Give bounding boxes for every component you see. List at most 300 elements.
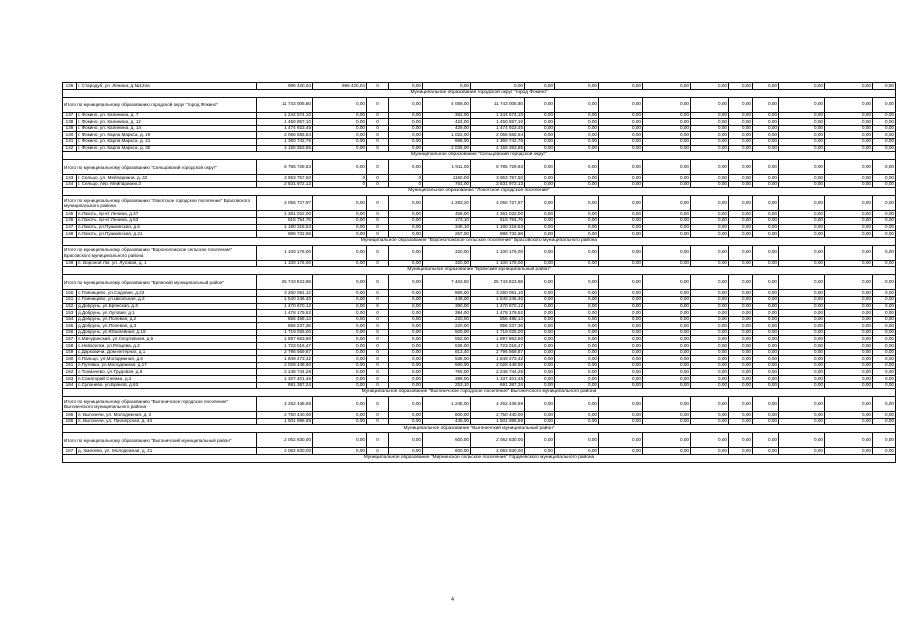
table-cell: 0,00 bbox=[825, 260, 873, 267]
table-cell: 0,00 bbox=[525, 329, 555, 336]
table-cell: 0,00 bbox=[525, 336, 555, 343]
table-cell: 0,00 bbox=[643, 397, 691, 412]
table-cell: 0,00 bbox=[525, 160, 555, 175]
table-row bbox=[63, 303, 896, 310]
table-cell: 0,00 bbox=[729, 376, 753, 383]
table-cell: 0,00 bbox=[825, 376, 873, 383]
table-cell: 0,00 bbox=[555, 323, 599, 330]
table-cell: 0 bbox=[367, 260, 389, 267]
table-cell: 0,00 bbox=[753, 448, 779, 455]
table-cell: 0,00 bbox=[729, 303, 753, 310]
subtotal-row bbox=[63, 275, 896, 290]
table-cell: 1 540 246,40 bbox=[471, 296, 525, 303]
table-cell: 0,00 bbox=[389, 112, 423, 119]
table-cell: 0,00 bbox=[555, 125, 599, 132]
table-cell: 0,00 bbox=[599, 356, 643, 363]
table-cell: 0 bbox=[367, 376, 389, 383]
table-cell: 1 337 401,45 bbox=[471, 376, 525, 383]
table-cell: с.Дарковичи, Дом-интернат, д.1 bbox=[77, 349, 257, 356]
table-cell: 0,00 bbox=[389, 349, 423, 356]
table-cell: 1 478 179,52 bbox=[471, 310, 525, 317]
table-cell: 0,00 bbox=[643, 412, 691, 419]
table-cell: 0,00 bbox=[873, 296, 896, 303]
table-cell: 2 796 569,87 bbox=[471, 349, 525, 356]
table-cell: 0,00 bbox=[313, 376, 367, 383]
table-cell: 0,00 bbox=[729, 160, 753, 175]
table-cell: 0,00 bbox=[389, 245, 423, 260]
table-cell: п. Выгоничи, ул. Пионерская, д. 44 bbox=[77, 418, 257, 425]
table-cell: 146 bbox=[63, 217, 77, 224]
table-cell: 0,00 bbox=[525, 369, 555, 376]
table-cell: 0,00 bbox=[599, 97, 643, 112]
table-cell: 0,00 bbox=[525, 275, 555, 290]
table-cell: 0,00 bbox=[729, 382, 753, 389]
table-cell: Итого по муниципальному образованию "Локотское городское поселение" Брасовского муниципального района bbox=[63, 196, 257, 211]
table-cell: 0 bbox=[367, 175, 389, 182]
table-cell: п.Санаторий Снежка, д.2 bbox=[77, 376, 257, 383]
table-cell: 0,00 bbox=[599, 245, 643, 260]
table-cell: 1 244 574,10 bbox=[257, 112, 313, 119]
table-cell: 0,00 bbox=[525, 138, 555, 145]
table-cell: 0,00 bbox=[873, 138, 896, 145]
table-cell: 0 bbox=[367, 224, 389, 231]
table-cell: 0,00 bbox=[555, 275, 599, 290]
table-cell: 0,00 bbox=[691, 211, 729, 218]
table-cell: 0,00 bbox=[389, 260, 423, 267]
table-cell: 0,00 bbox=[729, 196, 753, 211]
table-cell: 0,00 bbox=[389, 138, 423, 145]
table-cell: 0,00 bbox=[691, 323, 729, 330]
table-cell: 0,00 bbox=[555, 231, 599, 238]
table-cell: 1 190 218,53 bbox=[257, 224, 313, 231]
table-cell: 0,00 bbox=[873, 97, 896, 112]
table-cell: 0,00 bbox=[753, 211, 779, 218]
table-cell: 0,00 bbox=[729, 260, 753, 267]
table-cell: 0,00 bbox=[779, 397, 825, 412]
table-cell: 155 bbox=[63, 323, 77, 330]
table-cell: 346,10 bbox=[423, 224, 471, 231]
table-cell: 0,00 bbox=[599, 181, 643, 188]
section-header-row bbox=[63, 455, 896, 463]
table-cell: 153 bbox=[63, 310, 77, 317]
table-cell: 0,00 bbox=[729, 397, 753, 412]
table-cell: 0,00 bbox=[729, 119, 753, 126]
table-cell: 0,00 bbox=[389, 376, 423, 383]
table-cell: 0,00 bbox=[825, 125, 873, 132]
table-cell: 0 bbox=[367, 382, 389, 389]
table-cell: 0,00 bbox=[525, 132, 555, 139]
table-cell: 0,00 bbox=[753, 323, 779, 330]
table-cell: 0,00 bbox=[753, 217, 779, 224]
table-cell: д.Добрунь, ул.Луговая, д.1 bbox=[77, 310, 257, 317]
table-cell: 1 540 246,40 bbox=[257, 296, 313, 303]
table-cell: 0,00 bbox=[643, 382, 691, 389]
table-cell: 0,00 bbox=[779, 83, 825, 90]
table-cell: 0,00 bbox=[691, 217, 729, 224]
table-cell: 0,00 bbox=[643, 125, 691, 132]
table-cell: 0,00 bbox=[599, 412, 643, 419]
table-cell: 0,00 bbox=[873, 343, 896, 350]
table-cell: 0,00 bbox=[779, 217, 825, 224]
table-cell: 800,00 bbox=[423, 412, 471, 419]
table-cell: 0,00 bbox=[825, 83, 873, 90]
table-cell: 2 796 569,87 bbox=[257, 349, 313, 356]
table-cell: 0,00 bbox=[555, 369, 599, 376]
table-cell: 538,00 bbox=[423, 356, 471, 363]
table-cell: 0,00 bbox=[525, 397, 555, 412]
table-cell: 0,00 bbox=[525, 382, 555, 389]
table-cell: 448,00 bbox=[423, 296, 471, 303]
table-cell: 0,00 bbox=[753, 418, 779, 425]
table-cell: 0,00 bbox=[753, 231, 779, 238]
table-cell: 0,00 bbox=[691, 181, 729, 188]
table-cell: 0,00 bbox=[825, 448, 873, 455]
table-cell: 0,00 bbox=[555, 310, 599, 317]
table-cell: 0,00 bbox=[643, 329, 691, 336]
table-cell: 0,00 bbox=[825, 175, 873, 182]
table-cell: 0,00 bbox=[643, 231, 691, 238]
table-cell: 0,00 bbox=[729, 448, 753, 455]
table-cell: 0 bbox=[367, 448, 389, 455]
table-cell: 865,00 bbox=[423, 290, 471, 297]
table-row bbox=[63, 119, 896, 126]
table-row bbox=[63, 217, 896, 224]
table-cell: 0,00 bbox=[525, 217, 555, 224]
table-cell: 422,00 bbox=[423, 119, 471, 126]
table-cell: 1 849 273,42 bbox=[471, 356, 525, 363]
table-cell: 0,00 bbox=[525, 356, 555, 363]
table-cell: Итого по муниципальному образованию "Выгоничский муниципальный район" bbox=[63, 433, 257, 448]
table-cell: 0,00 bbox=[389, 412, 423, 419]
table-cell: 0,00 bbox=[313, 316, 367, 323]
table-cell: 0,00 bbox=[873, 329, 896, 336]
table-cell: 0,00 bbox=[389, 356, 423, 363]
table-cell: 0,00 bbox=[389, 231, 423, 238]
table-cell: 0,00 bbox=[691, 138, 729, 145]
table-cell: д.Добрунь, ул.Полевая, д.2 bbox=[77, 316, 257, 323]
table-cell: 0,00 bbox=[643, 376, 691, 383]
table-cell: 0,00 bbox=[825, 196, 873, 211]
table-cell: 0,00 bbox=[753, 303, 779, 310]
table-cell: п.Пальцо, ул.Молодежная, д.6 bbox=[77, 356, 257, 363]
table-cell: 0,00 bbox=[691, 290, 729, 297]
table-cell: 761,00 bbox=[423, 181, 471, 188]
table-cell: 856 498,14 bbox=[257, 316, 313, 323]
section-header-row bbox=[63, 89, 896, 97]
table-cell: Муниципальное образование "Мирнинское сельское поселение" Гордеевского муниципального района bbox=[63, 455, 896, 463]
table-cell: 160 bbox=[63, 356, 77, 363]
table-cell: 0,00 bbox=[825, 211, 873, 218]
table-cell: 162 bbox=[63, 369, 77, 376]
table-cell: 0,00 bbox=[599, 145, 643, 152]
table-cell: 145 bbox=[63, 211, 77, 218]
table-cell: 0,00 bbox=[643, 119, 691, 126]
table-cell: 0,00 bbox=[753, 196, 779, 211]
table-cell: 0,00 bbox=[643, 83, 691, 90]
table-cell: 0,00 bbox=[729, 275, 753, 290]
table-cell: 0,00 bbox=[753, 362, 779, 369]
table-cell: 0,00 bbox=[313, 448, 367, 455]
table-cell: 0 bbox=[367, 310, 389, 317]
table-cell: 1150,00 bbox=[423, 175, 471, 182]
table-cell: 0,00 bbox=[825, 303, 873, 310]
table-cell: 0,00 bbox=[753, 112, 779, 119]
table-cell: 0,00 bbox=[753, 316, 779, 323]
table-cell: Муниципальное образование городской округ "город Фокино" bbox=[63, 89, 896, 97]
table-cell: 0,00 bbox=[753, 175, 779, 182]
table-cell: 0,00 bbox=[389, 397, 423, 412]
table-cell: п.Локоть, ул.Пушкинская, д.6 bbox=[77, 224, 257, 231]
table-cell: 0,00 bbox=[779, 343, 825, 350]
table-cell: 0,00 bbox=[779, 296, 825, 303]
table-cell: 0,00 bbox=[599, 418, 643, 425]
table-cell: 691 387,24 bbox=[471, 382, 525, 389]
table-cell: 0,00 bbox=[555, 382, 599, 389]
table-cell: 0,00 bbox=[691, 97, 729, 112]
table-cell: 0,00 bbox=[643, 433, 691, 448]
table-cell: с.Глинищево, ул.Садовая, д.23 bbox=[77, 290, 257, 297]
table-cell: г. Фокино, ул. Карла Маркса, д. 30 bbox=[77, 145, 257, 152]
table-cell: 615 754,76 bbox=[471, 217, 525, 224]
subtotal-row bbox=[63, 97, 896, 112]
table-cell: 0,00 bbox=[753, 369, 779, 376]
table-cell: 0 bbox=[367, 83, 389, 90]
table-cell: Муниципальное образование "Сельцовский городской округ" bbox=[63, 152, 896, 160]
table-cell: 167 bbox=[63, 448, 77, 455]
table-cell: 0,00 bbox=[729, 245, 753, 260]
table-cell: 0,00 bbox=[525, 211, 555, 218]
table-cell: п.Путевка, ул.Молодежная, д.17 bbox=[77, 362, 257, 369]
table-cell: 0,00 bbox=[873, 412, 896, 419]
table-cell: 1 470 670,12 bbox=[471, 303, 525, 310]
table-cell: г. Фокино, ул. Карла Маркса, д. 19 bbox=[77, 132, 257, 139]
table-cell: 0,00 bbox=[599, 138, 643, 145]
table-cell: 0 bbox=[367, 211, 389, 218]
table-row bbox=[63, 412, 896, 419]
table-cell: 0,00 bbox=[555, 329, 599, 336]
table-cell: г. Фокино, ул. Калинина, д. 12 bbox=[77, 119, 257, 126]
table-cell: 0,00 bbox=[729, 132, 753, 139]
table-cell: 0,00 bbox=[779, 132, 825, 139]
table-cell: 0,00 bbox=[691, 382, 729, 389]
table-cell: 0,00 bbox=[313, 356, 367, 363]
table-cell: 0 bbox=[367, 231, 389, 238]
table-cell: 0,00 bbox=[389, 97, 423, 112]
table-cell: 0,00 bbox=[873, 175, 896, 182]
table-cell: 0,00 bbox=[423, 83, 471, 90]
table-cell: 1 360 742,76 bbox=[471, 138, 525, 145]
table-cell: 0,00 bbox=[753, 132, 779, 139]
table-cell: 0,00 bbox=[389, 323, 423, 330]
table-cell: 1 470 670,12 bbox=[257, 303, 313, 310]
table-cell: 0,00 bbox=[643, 211, 691, 218]
table-cell: 253,10 bbox=[423, 382, 471, 389]
table-cell: 2 062 830,00 bbox=[471, 448, 525, 455]
table-cell: 0 bbox=[367, 369, 389, 376]
table-cell: 1 723 016,47 bbox=[257, 343, 313, 350]
table-cell: 0,00 bbox=[753, 97, 779, 112]
table-cell: 0,00 bbox=[313, 97, 367, 112]
table-cell: 0,00 bbox=[643, 97, 691, 112]
table-cell: 157 bbox=[63, 336, 77, 343]
table-cell: 0,00 bbox=[525, 290, 555, 297]
table-cell: 0,00 bbox=[729, 316, 753, 323]
document-sheet bbox=[62, 82, 895, 463]
table-cell: 0,00 bbox=[753, 336, 779, 343]
table-cell: 0,00 bbox=[729, 112, 753, 119]
table-cell: п.Локоть, пр-кт Ленина, д.37 bbox=[77, 211, 257, 218]
table-row bbox=[63, 349, 896, 356]
table-cell: 0,00 bbox=[825, 433, 873, 448]
table-cell: 0,00 bbox=[313, 138, 367, 145]
table-cell: 0,00 bbox=[873, 397, 896, 412]
table-cell: 0 bbox=[389, 181, 423, 188]
table-cell: с.Супонево, ул.Брянов, д.63 bbox=[77, 382, 257, 389]
table-cell: 0,00 bbox=[313, 125, 367, 132]
table-cell: 0 bbox=[367, 412, 389, 419]
table-cell: 2 035,00 bbox=[423, 145, 471, 152]
table-row bbox=[63, 231, 896, 238]
table-cell: 159 bbox=[63, 349, 77, 356]
table-cell: 0,00 bbox=[313, 412, 367, 419]
table-cell: 0,00 bbox=[753, 138, 779, 145]
table-cell: 0 bbox=[367, 181, 389, 188]
table-cell: 600,00 bbox=[423, 448, 471, 455]
table-row bbox=[63, 224, 896, 231]
section-header-row bbox=[63, 152, 896, 160]
table-cell: 0,00 bbox=[599, 125, 643, 132]
table-cell: 0,00 bbox=[313, 112, 367, 119]
table-cell: 0,00 bbox=[825, 356, 873, 363]
table-cell: 0,00 bbox=[525, 119, 555, 126]
table-cell: 0,00 bbox=[313, 245, 367, 260]
table-cell: 0,00 bbox=[643, 336, 691, 343]
table-cell: 0,00 bbox=[825, 97, 873, 112]
repair-program-table bbox=[62, 82, 896, 463]
table-cell: 0,00 bbox=[779, 433, 825, 448]
table-cell: 0,00 bbox=[555, 316, 599, 323]
table-cell: 0,00 bbox=[313, 290, 367, 297]
table-cell: 0,00 bbox=[825, 349, 873, 356]
table-cell: 0,00 bbox=[313, 329, 367, 336]
table-cell: 0,00 bbox=[599, 160, 643, 175]
table-cell: 0,00 bbox=[753, 376, 779, 383]
table-row bbox=[63, 83, 896, 90]
table-cell: 152 bbox=[63, 303, 77, 310]
table-cell: 0,00 bbox=[873, 145, 896, 152]
table-cell: 996 420,04 bbox=[313, 83, 367, 90]
table-cell: 0,00 bbox=[873, 181, 896, 188]
table-cell: 0,00 bbox=[873, 316, 896, 323]
table-cell: 0,00 bbox=[779, 376, 825, 383]
table-cell: 142 bbox=[63, 145, 77, 152]
table-cell: 0,00 bbox=[313, 224, 367, 231]
table-cell: 2 028 449,50 bbox=[471, 362, 525, 369]
table-cell: 0,00 bbox=[389, 160, 423, 175]
table-cell: 0,00 bbox=[555, 412, 599, 419]
table-cell: 0,00 bbox=[825, 323, 873, 330]
table-cell: 0,00 bbox=[525, 224, 555, 231]
table-cell: 0,00 bbox=[691, 83, 729, 90]
table-cell: 1 897 863,60 bbox=[471, 336, 525, 343]
table-cell: 0,00 bbox=[525, 448, 555, 455]
table-cell: 0,00 bbox=[779, 349, 825, 356]
table-cell: п.Мичуринский, ул.Спортивная, д.6 bbox=[77, 336, 257, 343]
table-cell: 0,00 bbox=[555, 245, 599, 260]
table-cell: 220,00 bbox=[423, 323, 471, 330]
table-cell: 0,00 bbox=[779, 448, 825, 455]
table-cell: 0,00 bbox=[825, 418, 873, 425]
table-cell: 0,00 bbox=[389, 418, 423, 425]
table-cell: 1 719 025,00 bbox=[257, 329, 313, 336]
table-cell: 1 474 923,45 bbox=[257, 125, 313, 132]
table-cell: 0,00 bbox=[599, 397, 643, 412]
table-cell: 0,00 bbox=[555, 132, 599, 139]
table-cell: 389,00 bbox=[423, 376, 471, 383]
table-cell: 0,00 bbox=[555, 349, 599, 356]
table-cell: 0,00 bbox=[599, 112, 643, 119]
table-cell: 0,00 bbox=[643, 175, 691, 182]
table-cell: 0 bbox=[367, 303, 389, 310]
table-cell: 0,00 bbox=[753, 125, 779, 132]
table-cell: 0,00 bbox=[825, 362, 873, 369]
table-cell: 148 bbox=[63, 231, 77, 238]
table-cell: 0 bbox=[367, 132, 389, 139]
table-cell: Итого по муниципальному образованию "Выгоничское городское поселение" Выгоничского муниципального района bbox=[63, 397, 257, 412]
subtotal-row bbox=[63, 245, 896, 260]
table-cell: 164 bbox=[63, 382, 77, 389]
table-cell: 0 bbox=[367, 418, 389, 425]
table-cell: 0,00 bbox=[599, 196, 643, 211]
table-cell: 0,00 bbox=[825, 132, 873, 139]
table-cell: 4 055 727,97 bbox=[471, 196, 525, 211]
table-cell: 0,00 bbox=[555, 356, 599, 363]
table-cell: 0 bbox=[367, 349, 389, 356]
table-cell: 1 190 218,53 bbox=[471, 224, 525, 231]
table-cell: 0,00 bbox=[691, 175, 729, 182]
table-cell: 0,00 bbox=[753, 310, 779, 317]
table-cell: 161 bbox=[63, 362, 77, 369]
table-row bbox=[63, 418, 896, 425]
table-cell: 0,00 bbox=[779, 97, 825, 112]
table-cell: 0,00 bbox=[873, 119, 896, 126]
table-cell: 0,00 bbox=[691, 145, 729, 152]
table-cell: Муниципальное образование "Локотское городское поселение" bbox=[63, 188, 896, 196]
table-cell: 0,00 bbox=[555, 290, 599, 297]
table-cell: 0,00 bbox=[525, 296, 555, 303]
table-cell: Итого по муниципальному образованию "Сельцовский городской округ" bbox=[63, 160, 257, 175]
table-cell: 0,00 bbox=[691, 376, 729, 383]
table-cell: 0,00 bbox=[729, 97, 753, 112]
table-cell: 0,00 bbox=[691, 369, 729, 376]
table-cell: 888 732,68 bbox=[471, 231, 525, 238]
table-cell: 0,00 bbox=[779, 362, 825, 369]
table-cell: 0,00 bbox=[873, 418, 896, 425]
table-row bbox=[63, 362, 896, 369]
table-cell: 0,00 bbox=[691, 125, 729, 132]
table-cell: 151 bbox=[63, 296, 77, 303]
table-row bbox=[63, 323, 896, 330]
table-cell: 0,00 bbox=[313, 323, 367, 330]
table-cell: 0,00 bbox=[525, 412, 555, 419]
table-cell: 0,00 bbox=[873, 303, 896, 310]
table-cell: 0,00 bbox=[643, 362, 691, 369]
table-cell: 0,00 bbox=[779, 181, 825, 188]
table-cell: 0,00 bbox=[599, 323, 643, 330]
table-cell: 0 bbox=[367, 336, 389, 343]
table-cell: 0,00 bbox=[525, 231, 555, 238]
table-cell: 0,00 bbox=[389, 316, 423, 323]
